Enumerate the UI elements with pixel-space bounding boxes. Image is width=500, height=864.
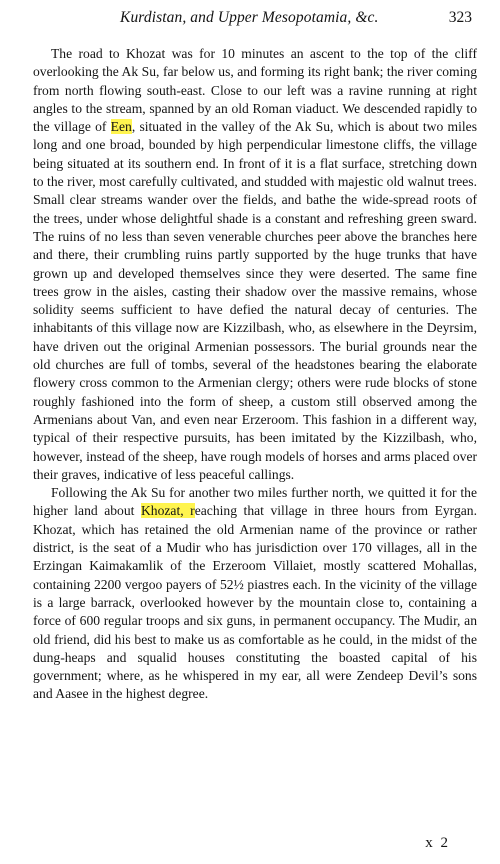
highlight-khozat: Khozat, r bbox=[140, 503, 195, 519]
highlight-een: Een bbox=[110, 119, 132, 135]
text-segment: eaching that village in three hours from Eyrgan. Khozat, which has retained the old Armenian name of the province or rather district, is the seat of a Mudir who has jurisdiction over 170 villages, all in the Erzingan Kaimakamlik of the Erzeroom Villaiet, mostly scattered Mohallas, containing 2200 vergoo payers of 52½ piastres each. In the vicinity of the village is a large barrack, overlooked however by the mountain close to, containing a force of 600 regular troops and six guns, in permanent occupancy. The Mudir, an old friend, did his best to make us as comfortable as he could, in the midst of the dung-heaps and squalid houses constituting the boasted capital of his government; where, as he whispered in my ear, all were Zendeep Devil’s sons and Aasee in the highest degree. bbox=[33, 503, 477, 702]
text-segment: The road to Khozat was for 10 minutes an ascent to the top of the cliff overlooking the Ak Su, far below us, and forming its right bank; the river coming from north flowing south-east. Close to our left was a ravine running at right angles to the stream, spanned by an old Roman viaduct. We descended rapidly to the village of bbox=[33, 46, 477, 135]
text-segment: Following the Ak Su for another two miles further north, we quitted it for the higher land about bbox=[33, 485, 477, 519]
paragraph-1 bbox=[33, 45, 477, 484]
body-text bbox=[33, 45, 477, 704]
running-title: Kurdistan, and Upper Mesopotamia, &c. bbox=[120, 9, 379, 26]
signature-mark: x 2 bbox=[425, 835, 450, 851]
paragraph-2 bbox=[33, 484, 477, 704]
page-header bbox=[120, 9, 472, 31]
page-number: 323 bbox=[448, 9, 472, 26]
text-segment: , situated in the valley of the Ak Su, which is about two miles long and one broad, bounded by high perpendicular limestone cliffs, the village being situated at its southern end. In front of it is a flat surface, stretching down to the river, most carefully cultivated, and studded with majestic old walnut trees. Small clear streams wander over the fields, and bathe the wide-spread roots of the trees, under whose delightful shade is a constant and refreshing green sward. The ruins of no less than seven venerable churches peer above the branches here and there, their crumbling ruins partly supported by the huge trunks that have grown up and developed themselves since they were deserted. The same fine trees grow in the aisles, casting their shadow over the massive remains, whose solidity seems sufficient to have defied the natural decay of centuries. The inhabitants of this village now are Kizzilbash, who, as elsewhere in the Deyrsim, have driven out the original Armenian possessors. The burial grounds near the old churches are full of tombs, several of the headstones bearing the elaborate flowery cross common to the Armenian clergy; others were rude blocks of stone roughly fashioned into the form of sheep, a custom still observed among the Armenians about Van, and even near Erzeroom. This fashion in a different way, typical of their respective pursuits, has been imitated by the Kizzilbash, who, however, instead of the sheep, have rough models of horses and arms placed over their graves, indicative of less peaceful callings. bbox=[33, 119, 477, 482]
